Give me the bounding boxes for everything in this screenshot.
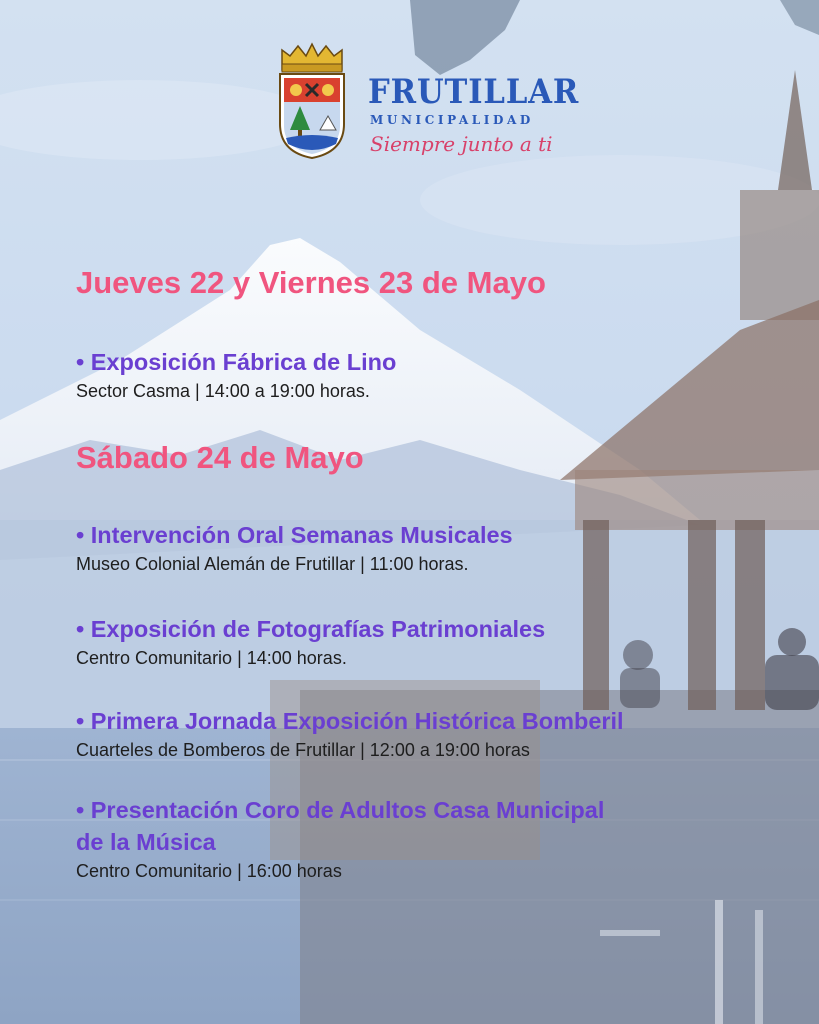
event-detail-lino: Sector Casma | 14:00 a 19:00 horas. bbox=[76, 381, 370, 401]
day-heading-2: Sábado 24 de Mayo bbox=[76, 440, 364, 475]
municipal-crest-icon bbox=[276, 40, 348, 160]
brand-slogan: Siempre junto a ti bbox=[370, 132, 553, 156]
event-detail-coro: Centro Comunitario | 16:00 horas bbox=[76, 861, 342, 881]
event-title-bomberil: • Primera Jornada Exposición Histórica Bomberil bbox=[76, 708, 624, 734]
event-detail-fotografias: Centro Comunitario | 14:00 horas. bbox=[76, 648, 347, 668]
event-title-coro-line1: • Presentación Coro de Adultos Casa Municipal bbox=[76, 797, 605, 823]
event-title-coro-line2: de la Música bbox=[76, 829, 216, 855]
event-title-lino: • Exposición Fábrica de Lino bbox=[76, 349, 397, 375]
brand-name: FRUTILLAR bbox=[368, 72, 580, 112]
event-title-fotografias: • Exposición de Fotografías Patrimoniales bbox=[76, 616, 546, 642]
brand-subtitle: MUNICIPALIDAD bbox=[370, 113, 534, 127]
event-detail-intervencion: Museo Colonial Alemán de Frutillar | 11:00 horas. bbox=[76, 554, 469, 574]
event-detail-bomberil: Cuarteles de Bomberos de Frutillar | 12:00 a 19:00 horas bbox=[76, 740, 530, 760]
event-title-intervencion: • Intervención Oral Semanas Musicales bbox=[76, 522, 513, 548]
day-heading-1: Jueves 22 y Viernes 23 de Mayo bbox=[76, 265, 546, 300]
